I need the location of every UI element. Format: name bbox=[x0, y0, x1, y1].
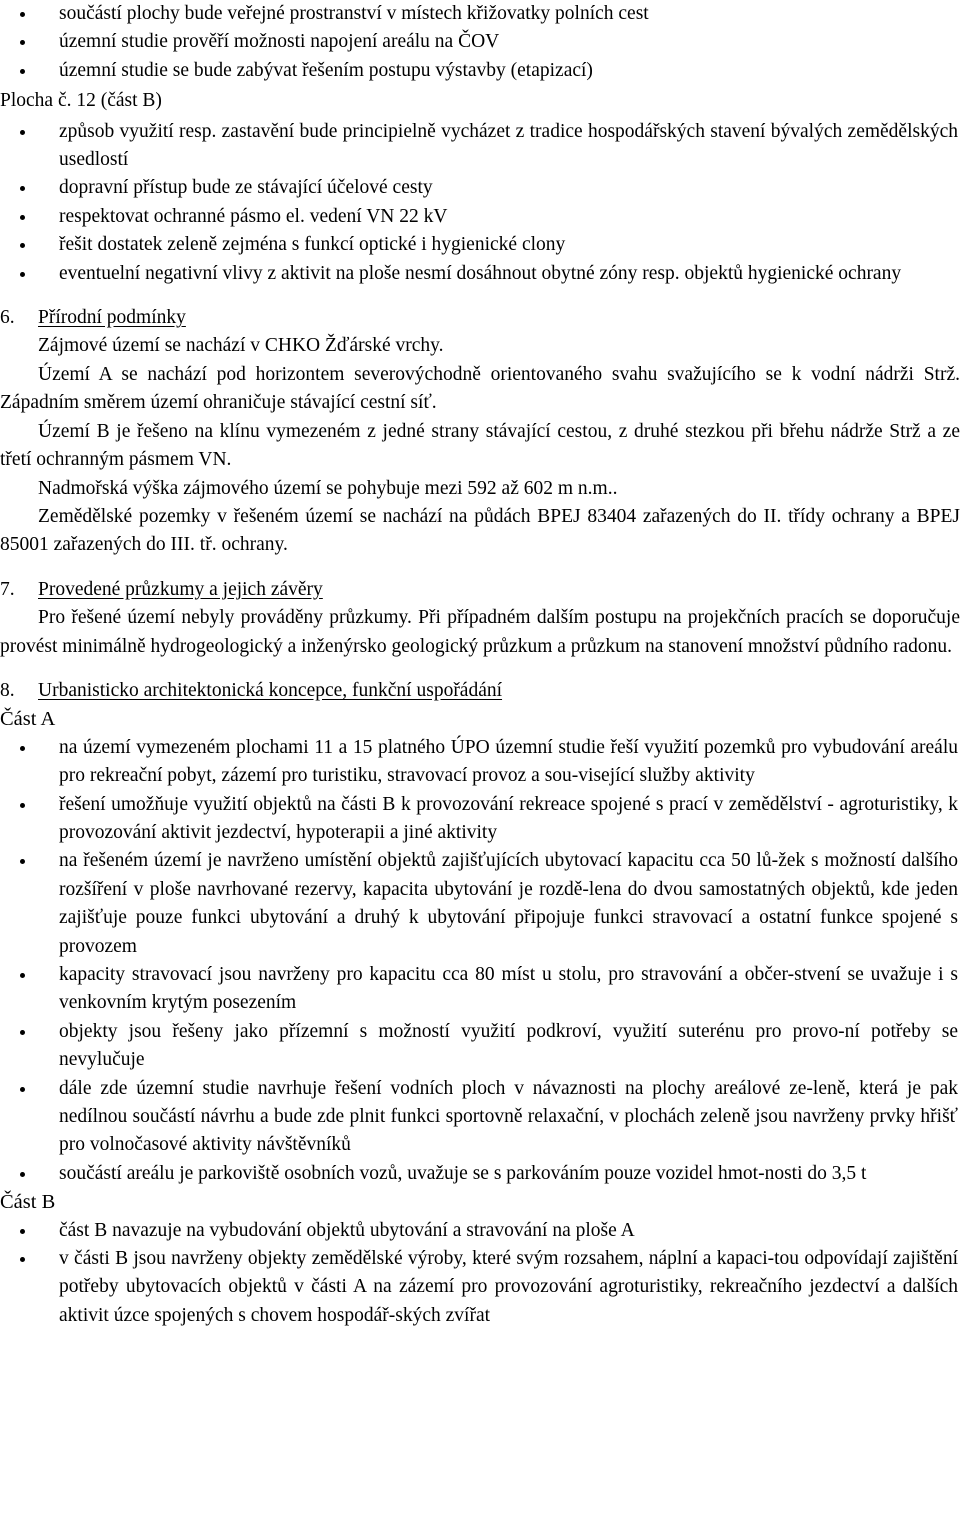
list-item: součástí areálu je parkoviště osobních vozů, uvažuje se s parkováním pouze vozidel hmot-nosti do 3,5 t bbox=[0, 1160, 960, 1188]
part-a-list bbox=[0, 734, 960, 1189]
section-6-heading bbox=[0, 304, 960, 332]
list-item: respektovat ochranné pásmo el. vedení VN 22 kV bbox=[0, 203, 960, 231]
plocha-12-title: Plocha č. 12 (část B) bbox=[0, 90, 162, 112]
section-number: 6. bbox=[0, 307, 15, 329]
top-bullet-list bbox=[0, 0, 960, 85]
list-item: řešit dostatek zeleně zejména s funkcí optické i hygienické clony bbox=[0, 231, 960, 259]
list-item: kapacity stravovací jsou navrženy pro kapacitu cca 80 míst u stolu, pro stravování a občer-stvení se uvažuje i s venkovním krytým posezením bbox=[0, 961, 960, 1018]
paragraph: Území A se nachází pod horizontem severovýchodně orientovaného svahu svažujícího se k vodní nádrži Strž. Západním směrem území ohraničuje stávající cestní síť. bbox=[0, 363, 960, 414]
list-item: v části B jsou navrženy objekty zemědělské výroby, které svým rozsahem, náplní a kapaci-tou odpovídají zajištění potřeby ubytovacích objektů v části A na zázemí pro provozování agroturistiky, rekreačního jezdectví a dalších aktivit úzce spojených s chovem hospodář-ských zvířat bbox=[0, 1245, 960, 1330]
section-number: 7. bbox=[0, 578, 15, 600]
list-item: část B navazuje na vybudování objektů ubytování a stravování na ploše A bbox=[0, 1217, 960, 1245]
paragraph: Nadmořská výška zájmového území se pohybuje mezi 592 až 602 m n.m.. bbox=[38, 477, 618, 499]
list-item: způsob využití resp. zastavění bude principielně vycházet z tradice hospodářských stavení bývalých zemědělských usedlostí bbox=[0, 118, 960, 175]
list-item: územní studie se bude zabývat řešením postupu výstavby (etapizací) bbox=[0, 57, 960, 85]
paragraph: Pro řešené území nebyly prováděny průzkumy. Při případném dalším postupu na projekčních pracích se doporučuje provést minimálně hydrogeologický a inženýrsko geologický průzkum a průzkum na stanovení množství půdního radonu. bbox=[0, 607, 960, 657]
list-item: dále zde územní studie navrhuje řešení vodních ploch v návaznosti na plochy areálové ze-leně, která je pak nedílnou součástí návrhu a bude zde plnit funkci sportovně relaxační, v plochách zeleně jsou navrženy prvky hřišť pro volnočasové aktivity návštěvníků bbox=[0, 1075, 960, 1160]
list-item: objekty jsou řešeny jako přízemní s možností využití podkroví, využití suterénu pro provo-ní potřeby se nevylučuje bbox=[0, 1018, 960, 1075]
plocha-12-list bbox=[0, 118, 960, 288]
part-b-list bbox=[0, 1217, 960, 1331]
paragraph: Území B je řešeno na klínu vymezeném z jedné strany stávající cestou, z druhé stezkou při břehu nádrže Strž a ze třetí ochranným pásmem VN. bbox=[0, 420, 960, 471]
section-title: Přírodní podmínky bbox=[38, 307, 186, 329]
list-item: územní studie prověří možnosti napojení areálu na ČOV bbox=[0, 28, 960, 56]
list-item: součástí plochy bude veřejné prostranství v místech křižovatky polních cest bbox=[0, 0, 960, 28]
section-title: Urbanisticko architektonická koncepce, funkční uspořádání bbox=[38, 679, 503, 701]
section-8-heading bbox=[0, 677, 960, 705]
section-title: Provedené průzkumy a jejich závěry bbox=[38, 578, 323, 600]
part-a-title: Část A bbox=[0, 708, 56, 731]
section-7-heading bbox=[0, 576, 960, 604]
paragraph: Zájmové území se nachází v CHKO Žďárské vrchy. bbox=[38, 335, 444, 357]
list-item: dopravní přístup bude ze stávající účelové cesty bbox=[0, 174, 960, 202]
part-b-title: Část B bbox=[0, 1191, 56, 1214]
list-item: eventuelní negativní vlivy z aktivit na ploše nesmí dosáhnout obytné zóny resp. objektů hygienické ochrany bbox=[0, 260, 960, 288]
paragraph: Zemědělské pozemky v řešeném území se nachází na půdách BPEJ 83404 zařazených do II. třídy ochrany a BPEJ 85001 zařazených do III. tř. ochrany. bbox=[0, 505, 960, 556]
section-number: 8. bbox=[0, 679, 15, 701]
list-item: na území vymezeném plochami 11 a 15 platného ÚPO územní studie řeší využití pozemků pro vybudování areálu pro rekreační pobyt, zázemí pro turistiku, stravovací provoz a sou-visející služby aktivity bbox=[0, 734, 960, 791]
list-item: na řešeném území je navrženo umístění objektů zajišťujících ubytovací kapacitu cca 50 lů-žek s možností dalšího rozšíření v ploše navrhované rezervy, kapacita ubytování je rozdě-lena do dvou samostatných objektů, kde jeden zajišťuje pouze funkci ubytování a druhý k ubytování připojuje funkci stravovací a ostatní funkce spojené s provozem bbox=[0, 847, 960, 961]
list-item: řešení umožňuje využití objektů na části B k provozování rekreace spojené s prací v zemědělství - agroturistiky, k provozování aktivit jezdectví, hypoterapii a jiné aktivity bbox=[0, 791, 960, 848]
